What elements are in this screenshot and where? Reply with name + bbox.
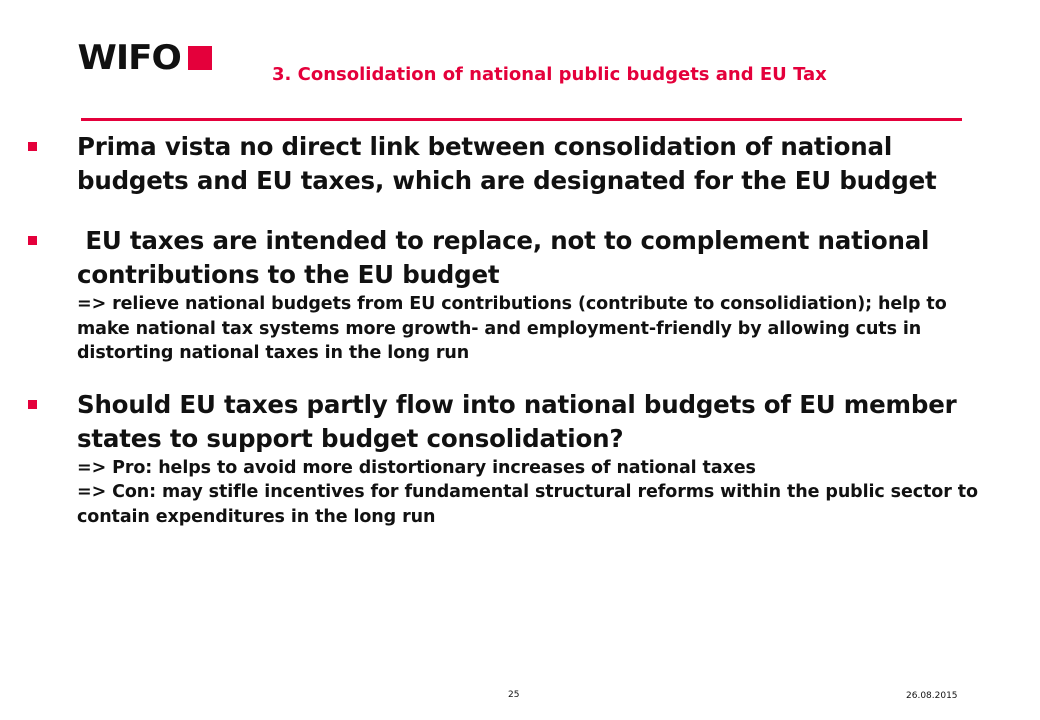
slide-content <box>28 130 1003 529</box>
bullet-item-3 <box>28 388 1003 530</box>
wifo-logo <box>77 38 212 78</box>
bullet-sub-text-con: => Con: may stifle incentives for fundamental structural reforms within the public sector to contain expenditures in the long run <box>77 482 978 527</box>
title-divider <box>81 118 962 121</box>
bullet-item-1 <box>28 130 1003 198</box>
bullet-square-icon <box>28 400 37 409</box>
bullet-sub-text-pro: => Pro: helps to avoid more distortionary increases of national taxes <box>77 457 756 478</box>
bullet-item-2 <box>28 224 1003 366</box>
bullet-square-icon <box>28 142 37 151</box>
bullet-main-text: Should EU taxes partly flow into national budgets of EU member states to support budget consolidation? <box>77 389 957 453</box>
page-number: 25 <box>508 690 520 700</box>
bullet-sub-text: => relieve national budgets from EU contributions (contribute to consolidiation); help to make national tax systems more growth- and employment-friendly by allowing cuts in distorting national taxes in the long run <box>77 294 947 363</box>
bullet-main-text: EU taxes are intended to replace, not to complement national contributions to the EU budget <box>77 226 938 289</box>
logo-text: WIFO <box>77 38 181 78</box>
logo-square-icon <box>188 46 212 70</box>
slide-title: 3. Consolidation of national public budgets and EU Tax <box>272 64 827 85</box>
footer-date: 26.08.2015 <box>906 691 958 701</box>
bullet-square-icon <box>28 236 37 245</box>
bullet-main-text: Prima vista no direct link between consolidation of national budgets and EU taxes, which are designated for the EU budget <box>77 132 937 195</box>
